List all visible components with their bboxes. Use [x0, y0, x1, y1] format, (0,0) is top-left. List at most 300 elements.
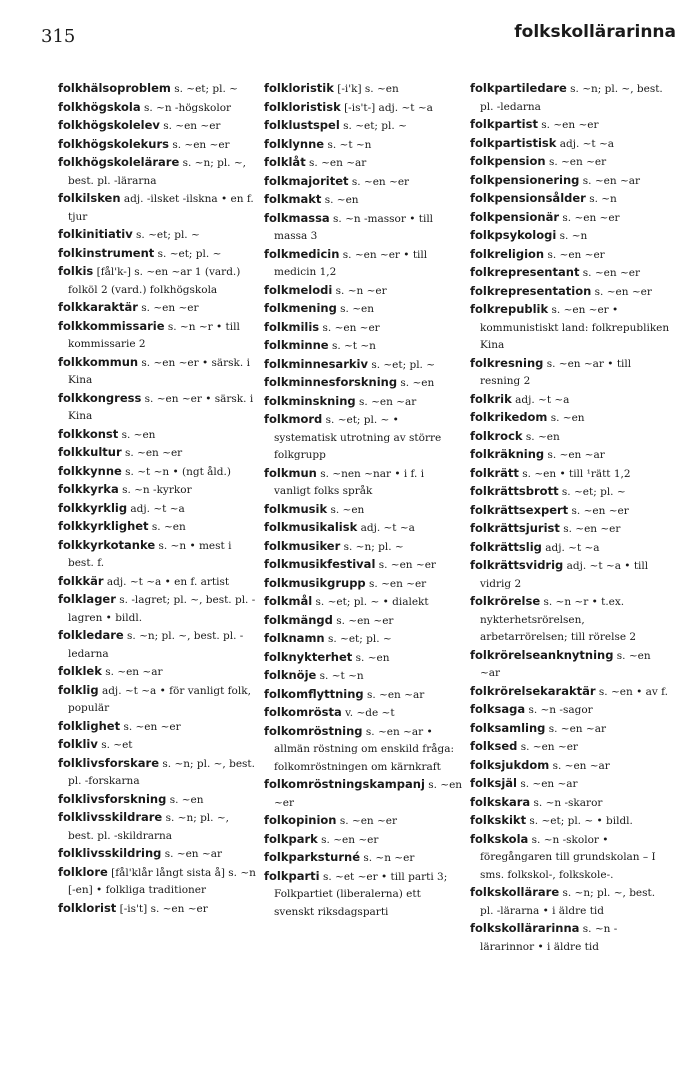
dictionary-entry: [470, 502, 670, 521]
grammar-info: s. ~en ~ar: [552, 759, 610, 772]
grammar-info: s. ~en: [330, 503, 365, 516]
grammar-info: s. ~n; pl. ~, best. pl. -forskarna: [68, 757, 255, 787]
grammar-info: adj. ~t ~a • till vidrig 2: [480, 560, 649, 590]
grammar-info: s. ~et; pl. ~: [343, 120, 407, 132]
grammar-info: [fål'k-] s. ~en ~ar 1 (vard.) folköl 2 (vard.) folkhögskola: [68, 266, 241, 296]
grammar-info: adj. ~t ~a: [515, 393, 570, 406]
grammar-info: s. ~en ~er: [124, 447, 183, 459]
grammar-info: s. ~en ~er: [520, 741, 578, 753]
dictionary-entry: [470, 557, 670, 593]
headword: folkrepresentant: [470, 265, 580, 279]
headword: folkrättsbrott: [470, 484, 559, 498]
headword: folknöje: [264, 668, 317, 682]
headword: folkpension: [470, 154, 546, 168]
headword: folkmusikfestival: [264, 557, 376, 571]
grammar-info: s. ~en: [550, 412, 585, 424]
grammar-info: s. ~et; pl. ~: [371, 358, 436, 371]
dictionary-entry: [58, 573, 258, 592]
grammar-info: s. ~n ~r • t.ex. nykterhetsrörelsen, arbetarrörelsen; till rörelse 2: [480, 596, 637, 643]
headword: folklig: [58, 682, 99, 697]
grammar-info: adj. -ilsket -ilskna • en f. tjur: [68, 193, 254, 223]
dictionary-entry: [264, 501, 464, 520]
headword: folkmål: [264, 594, 313, 608]
grammar-info: s. ~n -högskolor: [143, 101, 232, 114]
headword: folkreligion: [470, 246, 545, 261]
grammar-info: s. ~en ~er: [163, 120, 221, 132]
grammar-info: s. ~en ~ar: [547, 449, 605, 461]
dictionary-entry: [470, 701, 670, 720]
dictionary-entry: [58, 299, 258, 318]
grammar-info: s. ~n -skaror: [533, 796, 603, 809]
grammar-info: s. ~en ~er: [123, 720, 181, 733]
headword: folkmassa: [264, 210, 330, 225]
dictionary-entry: [264, 831, 464, 850]
headword: folklivsforskare: [58, 755, 160, 770]
headword: folkkommissarie: [58, 318, 165, 333]
dictionary-entry: [58, 154, 258, 190]
dictionary-entry: [264, 649, 464, 668]
headword: folksed: [470, 739, 518, 753]
headword: folkräkning: [470, 447, 545, 461]
dictionary-entry: [58, 663, 258, 682]
dictionary-entry: [58, 481, 258, 500]
headword: folksaga: [470, 702, 526, 716]
dictionary-entry: [470, 593, 670, 647]
headword: folkrättslig: [470, 539, 542, 554]
grammar-info: adj. ~t ~a: [360, 522, 415, 534]
headword: folkresning: [470, 355, 544, 370]
grammar-info: s. ~et; pl. ~: [157, 247, 222, 260]
dictionary-entry: [264, 282, 464, 301]
headword: folkminne: [264, 338, 329, 352]
headword: folklighet: [58, 718, 121, 733]
headword: folkkyrklig: [58, 500, 128, 515]
grammar-info: s. ~t ~n: [327, 138, 372, 151]
dictionary-entry: [264, 849, 464, 868]
headword: folkrättsjurist: [470, 521, 560, 535]
headword: folkhälsoproblem: [58, 81, 171, 95]
dictionary-entry: [264, 465, 464, 501]
grammar-info: s. ~et; pl. ~: [136, 229, 200, 241]
headword: folkomrösta: [264, 705, 342, 719]
headword: folkkär: [58, 573, 104, 588]
grammar-info: s. ~et ~er • till parti 3; Folkpartiet (liberalerna) ett svenskt riksdagsparti: [274, 870, 448, 918]
grammar-info: s. ~en ~er: [378, 559, 436, 571]
dictionary-entry: [470, 153, 670, 172]
grammar-info: s. ~en ~er • till medicin 1,2: [274, 248, 428, 278]
headword: folkpsykologi: [470, 228, 557, 242]
headword: folkhögskola: [58, 99, 141, 114]
grammar-info: s. ~t ~n • (ngt åld.): [125, 465, 231, 478]
grammar-info: s. ~et; pl. ~: [327, 633, 392, 645]
grammar-info: s. ~n; pl. ~, best. pl. -lärarna: [68, 157, 246, 187]
headword: folkhögskolelev: [58, 118, 160, 132]
grammar-info: s. ~en • till ¹rätt 1,2: [522, 467, 631, 480]
dictionary-entry: [470, 135, 670, 154]
dictionary-entry: [264, 556, 464, 575]
headword: folkinstrument: [58, 245, 155, 260]
grammar-info: s. ~en ~er: [563, 523, 621, 535]
dictionary-entry: [264, 812, 464, 831]
headword: folkskikt: [470, 813, 527, 827]
dictionary-entry: [470, 264, 670, 283]
dictionary-entry: [58, 500, 258, 519]
dictionary-entry: [470, 720, 670, 739]
dictionary-entry: [264, 868, 464, 922]
dictionary-entry: [470, 812, 670, 831]
headword: folkmusikalisk: [264, 520, 358, 534]
dictionary-entry: [58, 809, 258, 845]
headword: folklivsforskning: [58, 791, 167, 806]
headword: folkilsken: [58, 191, 121, 205]
headword: folkmun: [264, 465, 317, 480]
headword: folklorist: [58, 900, 117, 915]
headword: folkkonst: [58, 426, 119, 441]
dictionary-entry: [264, 393, 464, 412]
dictionary-entry: [470, 884, 670, 920]
headword: folksjäl: [470, 776, 517, 790]
dictionary-entry: [58, 80, 258, 99]
headword: folkkyrka: [58, 482, 119, 496]
dictionary-entry: [58, 117, 258, 136]
headword: folkmelodi: [264, 282, 333, 297]
dictionary-entry: [470, 283, 670, 302]
dictionary-entry: [58, 136, 258, 155]
dictionary-entry: [58, 755, 258, 791]
dictionary-entry: [470, 738, 670, 757]
dictionary-entry: [58, 845, 258, 864]
grammar-info: s. ~n; pl. ~, best. pl. -ledarna: [480, 83, 663, 113]
headword: folkrikedom: [470, 410, 548, 424]
dictionary-entry: [470, 446, 670, 465]
headword: folkminnesforskning: [264, 375, 398, 389]
grammar-info: s. ~et; pl. ~: [561, 486, 626, 498]
headword: folkomröstning: [264, 723, 363, 738]
headword: folkmening: [264, 301, 337, 315]
headword: folkledare: [58, 628, 124, 642]
grammar-info: s. ~en ~er: [336, 614, 394, 627]
dictionary-entry: [470, 172, 670, 191]
grammar-info: s. ~en ~ar • till resning 2: [480, 357, 632, 387]
dictionary-entry: [58, 318, 258, 354]
grammar-info: s. ~en ~er • kommunistiskt land: folkrepubliken Kina: [480, 304, 670, 351]
grammar-info: adj. ~t ~a: [130, 502, 185, 515]
grammar-info: s. ~et; pl. ~: [174, 83, 238, 95]
dictionary-entry: [58, 354, 258, 390]
grammar-info: s. ~en ~er • särsk. i Kina: [68, 356, 250, 386]
grammar-info: s. ~et: [101, 739, 133, 751]
dictionary-entry: [58, 245, 258, 264]
dictionary-entry: [58, 864, 258, 900]
headword: folkrättsexpert: [470, 502, 569, 517]
headword: folkkongress: [58, 390, 142, 405]
dictionary-entry: [58, 463, 258, 482]
grammar-info: s. ~en: [525, 430, 560, 443]
dictionary-entry: [470, 757, 670, 776]
grammar-info: s. ~en ~er: [274, 779, 463, 809]
headword: folkmajoritet: [264, 173, 349, 188]
headword: folkloristik: [264, 81, 334, 95]
headword: folkskara: [470, 794, 531, 809]
grammar-info: s. ~en: [121, 428, 156, 441]
grammar-info: adj. ~t ~a • en f. artist: [106, 575, 230, 588]
dictionary-entry: [264, 374, 464, 393]
dictionary-entry: [264, 136, 464, 155]
grammar-info: s. ~n -sagor: [528, 704, 593, 716]
headword: folkrepresentation: [470, 283, 592, 298]
grammar-info: s. ~t ~n: [331, 340, 376, 352]
dictionary-entry: [264, 99, 464, 118]
headword: folkhögskolekurs: [58, 136, 169, 151]
grammar-info: s. ~et; pl. ~ • bildl.: [529, 815, 633, 827]
dictionary-entry: [58, 537, 258, 573]
column-2: [264, 80, 464, 921]
running-head: folkskollärarinna: [514, 22, 676, 42]
dictionary-entry: [264, 575, 464, 594]
headword: folkparksturné: [264, 850, 360, 864]
dictionary-entry: [470, 428, 670, 447]
dictionary-entry: [58, 263, 258, 299]
headword: folknykterhet: [264, 649, 353, 664]
grammar-info: s. ~en ~ar: [548, 722, 606, 735]
dictionary-entry: [264, 630, 464, 649]
dictionary-entry: [264, 704, 464, 723]
headword: folkmusik: [264, 501, 328, 516]
grammar-info: s. ~en ~ar: [309, 157, 367, 169]
dictionary-entry: [264, 612, 464, 631]
headword: folklager: [58, 592, 116, 606]
grammar-info: [-i'k] s. ~en: [337, 83, 399, 95]
dictionary-entry: [470, 209, 670, 228]
dictionary-entry: [470, 831, 670, 885]
grammar-info: s. ~n ~er: [363, 852, 415, 864]
headword: folkrätt: [470, 465, 519, 480]
dictionary-entry: [470, 539, 670, 558]
grammar-info: s. ~n ~er: [335, 284, 387, 297]
grammar-info: s. ~en • av f.: [598, 685, 668, 698]
headword: folkrörelsekaraktär: [470, 683, 596, 698]
headword: folkinitiativ: [58, 227, 133, 241]
headword: folkpensionering: [470, 172, 580, 187]
dictionary-entry: [264, 300, 464, 319]
grammar-info: s. ~nen ~nar • i f. i vanligt folks språk: [274, 467, 425, 497]
grammar-info: s. ~n; pl. ~: [343, 540, 404, 553]
dictionary-entry: [264, 519, 464, 538]
headword: folkskola: [470, 831, 529, 846]
dictionary-entry: [470, 190, 670, 209]
dictionary-entry: [264, 593, 464, 612]
dictionary-entry: [58, 682, 258, 718]
dictionary-entry: [58, 426, 258, 445]
headword: folklynne: [264, 136, 325, 151]
grammar-info: [-is't-] adj. ~t ~a: [344, 101, 433, 114]
dictionary-entry: [470, 227, 670, 246]
headword: folkkyrklighet: [58, 519, 149, 533]
headword: folkrättsvidrig: [470, 558, 564, 572]
headword: folkrörelse: [470, 594, 541, 608]
grammar-info: s. ~en ~ar • allmän röstning om enskild fråga: folkomröstningen om kärnkraft: [274, 725, 454, 773]
dictionary-entry: [58, 718, 258, 737]
grammar-info: s. ~en ~er: [339, 815, 398, 827]
headword: folklore: [58, 864, 108, 879]
dictionary-entry: [58, 900, 258, 919]
grammar-info: s. ~n: [589, 193, 617, 205]
dictionary-entry: [470, 355, 670, 391]
grammar-info: s. ~n -kyrkor: [122, 484, 192, 496]
dictionary-entry: [264, 411, 464, 465]
grammar-info: s. ~en ~ar: [582, 174, 641, 187]
headword: folkmakt: [264, 192, 322, 206]
dictionary-entry: [470, 483, 670, 502]
grammar-info: s. ~n: [559, 230, 588, 242]
headword: folkkynne: [58, 463, 122, 478]
headword: folkmedicin: [264, 246, 340, 261]
headword: folkloristisk: [264, 99, 341, 114]
dictionary-entry: [470, 116, 670, 135]
column-3: [470, 80, 670, 956]
headword: folkis: [58, 264, 94, 278]
grammar-info: s. -lagret; pl. ~, best. pl. -lagren • bildl.: [68, 594, 256, 624]
headword: folkpartistisk: [470, 135, 557, 150]
headword: folkminskning: [264, 393, 356, 408]
dictionary-entry: [58, 627, 258, 663]
headword: folkhögskolelärare: [58, 155, 180, 169]
dictionary-entry: [58, 390, 258, 426]
headword: folkpartist: [470, 117, 538, 131]
grammar-info: s. ~en ~ar: [105, 666, 163, 678]
grammar-info: s. ~en ~ar: [164, 848, 222, 860]
dictionary-entry: [58, 190, 258, 226]
grammar-info: [-is't] s. ~en ~er: [119, 902, 208, 915]
grammar-info: s. ~et; pl. ~ • dialekt: [315, 596, 429, 608]
dictionary-entry: [264, 723, 464, 777]
headword: folkmängd: [264, 612, 333, 627]
headword: folkkommun: [58, 354, 139, 369]
headword: folkliv: [58, 737, 98, 751]
dictionary-entry: [264, 319, 464, 338]
grammar-info: s. ~en ~ar: [520, 778, 578, 790]
dictionary-columns: [58, 80, 688, 1060]
grammar-info: s. ~en: [355, 651, 390, 664]
headword: folkmilis: [264, 319, 320, 334]
dictionary-entry: [264, 356, 464, 375]
grammar-info: s. ~en ~er: [321, 833, 379, 846]
dictionary-entry: [264, 337, 464, 356]
dictionary-entry: [470, 80, 670, 116]
dictionary-entry: [58, 791, 258, 810]
grammar-info: s. ~en ~er: [548, 156, 607, 168]
dictionary-entry: [470, 409, 670, 428]
headword: folkparti: [264, 868, 320, 883]
headword: folklivsskildring: [58, 846, 162, 860]
grammar-info: adj. ~t ~a • för vanligt folk, populär: [68, 684, 251, 714]
grammar-info: s. ~n -skolor • föregångaren till grundskolan – I sms. folkskol-, folkskole-.: [480, 833, 656, 881]
dictionary-entry: [470, 520, 670, 539]
grammar-info: s. ~n; pl. ~, best. pl. -lärarna • i äldre tid: [480, 887, 656, 917]
dictionary-entry: [58, 444, 258, 463]
headword: folknamn: [264, 631, 325, 645]
headword: folkmord: [264, 412, 323, 426]
column-1: [58, 80, 258, 918]
headword: folklek: [58, 664, 102, 678]
headword: folkkultur: [58, 445, 122, 459]
headword: folklivsskildrare: [58, 810, 163, 824]
grammar-info: s. ~en ~er: [172, 138, 230, 151]
dictionary-entry: [264, 210, 464, 246]
grammar-info: s. ~n ~r • till kommissarie 2: [68, 320, 240, 350]
headword: folkrepublik: [470, 302, 549, 316]
headword: folkomflyttning: [264, 686, 364, 701]
dictionary-entry: [470, 775, 670, 794]
grammar-info: s. ~en ~er: [594, 285, 652, 298]
dictionary-entry: [470, 465, 670, 484]
grammar-info: v. ~de ~t: [345, 707, 395, 719]
headword: folkrörelseanknytning: [470, 647, 614, 662]
headword: folkpensionär: [470, 209, 560, 224]
grammar-info: s. ~n; pl. ~, best. pl. -ledarna: [68, 630, 244, 660]
dictionary-entry: [264, 117, 464, 136]
headword: folkpartiledare: [470, 81, 567, 95]
grammar-info: s. ~t ~n: [319, 670, 364, 682]
dictionary-entry: [470, 246, 670, 265]
dictionary-entry: [264, 191, 464, 210]
dictionary-entry: [470, 301, 670, 355]
dictionary-entry: [58, 736, 258, 755]
dictionary-entry: [264, 173, 464, 192]
dictionary-entry: [264, 686, 464, 705]
grammar-info: s. ~en ~ar: [359, 395, 417, 408]
grammar-info: s. ~en: [151, 521, 186, 533]
dictionary-entry: [470, 647, 670, 683]
headword: folkomröstningskampanj: [264, 777, 425, 791]
dictionary-entry: [470, 683, 670, 702]
grammar-info: s. ~en ~ar: [366, 688, 425, 701]
dictionary-entry: [58, 518, 258, 537]
grammar-info: s. ~en ~er: [369, 577, 427, 590]
headword: folksamling: [470, 720, 546, 735]
grammar-info: s. ~en ~er: [562, 211, 620, 224]
grammar-info: s. ~en ~er: [547, 248, 605, 261]
grammar-info: s. ~en ~er: [582, 267, 641, 279]
grammar-info: s. ~en ~er: [351, 175, 410, 188]
headword: folkopinion: [264, 813, 337, 827]
grammar-info: adj. ~t ~a: [545, 541, 600, 554]
grammar-info: s. ~n -lärarinnor • i äldre tid: [480, 923, 618, 953]
headword: folkmusikgrupp: [264, 575, 366, 590]
grammar-info: s. ~et; pl. ~ • systematisk utrotning av större folkgrupp: [274, 414, 442, 461]
dictionary-entry: [470, 794, 670, 813]
headword: folkkaraktär: [58, 300, 138, 314]
dictionary-entry: [470, 391, 670, 410]
grammar-info: s. ~n; pl. ~, best. pl. -skildrarna: [68, 812, 229, 842]
headword: folkmusiker: [264, 538, 341, 553]
grammar-info: s. ~en ~er: [322, 321, 380, 334]
headword: folkskollärare: [470, 885, 560, 899]
dictionary-entry: [470, 920, 670, 956]
dictionary-entry: [264, 154, 464, 173]
headword: folklåt: [264, 155, 306, 169]
headword: folkrock: [470, 428, 523, 443]
dictionary-entry: [58, 591, 258, 627]
page-number: 315: [41, 26, 76, 47]
dictionary-entry: [58, 226, 258, 245]
grammar-info: s. ~en: [400, 377, 435, 389]
grammar-info: s. ~n • mest i best. f.: [68, 539, 232, 569]
headword: folkskollärarinna: [470, 921, 580, 935]
headword: folklustspel: [264, 118, 340, 132]
dictionary-entry: [264, 776, 464, 812]
grammar-info: adj. ~t ~a: [559, 137, 615, 150]
